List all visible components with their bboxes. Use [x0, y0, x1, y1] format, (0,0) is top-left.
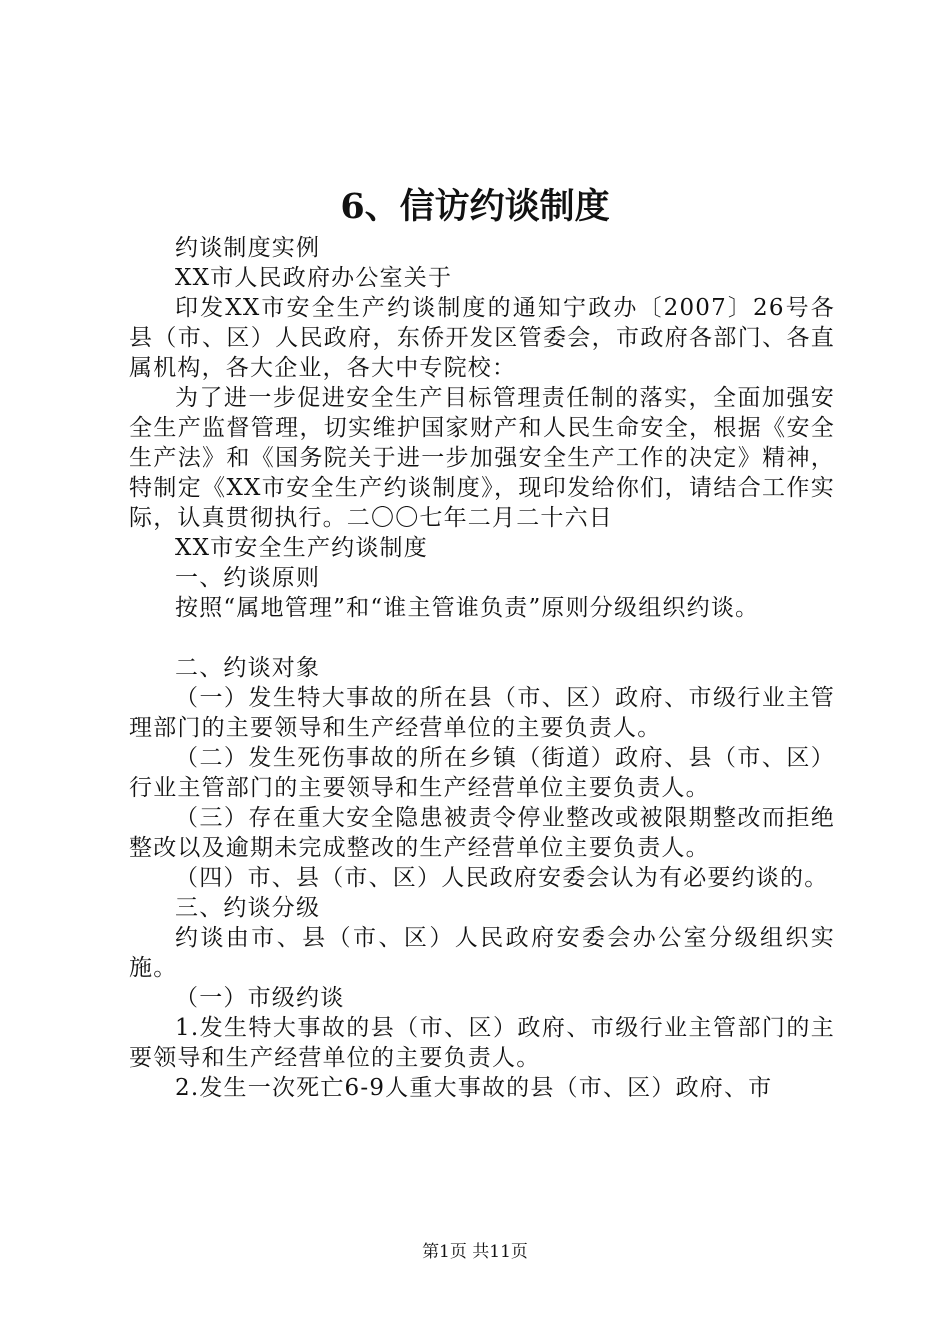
- paragraph-target-2: （二）发生死伤事故的所在乡镇（街道）政府、县（市、区）行业主管部门的主要领导和生产经营单位主要负责人。: [129, 745, 835, 801]
- paragraph-example-heading: 约谈制度实例: [175, 235, 321, 261]
- section-heading-principle: 一、约谈原则: [175, 565, 321, 591]
- paragraph-principle: 按照“属地管理”和“谁主管谁负责”原则分级组织约谈。: [175, 595, 760, 621]
- paragraph-city-item-1: 1.发生特大事故的县（市、区）政府、市级行业主管部门的主要领导和生产经营单位的主要负责人。: [129, 1015, 835, 1071]
- paragraph-system-title: XX市安全生产约谈制度: [175, 535, 428, 561]
- document-title: 6、信访约谈制度: [340, 186, 610, 227]
- paragraph-target-3: （三）存在重大安全隐患被责令停业整改或被限期整改而拒绝整改以及逾期未完成整改的生产经营单位主要负责人。: [129, 805, 835, 861]
- paragraph-notice-recipients: 印发XX市安全生产约谈制度的通知宁政办〔2007〕26号各县（市、区）人民政府，东侨开发区管委会，市政府各部门、各直属机构，各大企业，各大中专院校：: [129, 295, 835, 381]
- section-heading-levels: 三、约谈分级: [175, 895, 321, 921]
- paragraph-levels: 约谈由市、县（市、区）人民政府安委会办公室分级组织实施。: [129, 925, 835, 981]
- paragraph-target-4: （四）市、县（市、区）人民政府安委会认为有必要约谈的。: [175, 865, 829, 891]
- paragraph-target-1: （一）发生特大事故的所在县（市、区）政府、市级行业主管理部门的主要领导和生产经营单位的主要负责人。: [129, 685, 835, 741]
- paragraph-city-item-2: 2.发生一次死亡6-9人重大事故的县（市、区）政府、市: [175, 1075, 773, 1101]
- paragraph-office-heading: XX市人民政府办公室关于: [175, 265, 453, 291]
- section-heading-targets: 二、约谈对象: [175, 655, 321, 681]
- subsection-heading-city-level: （一）市级约谈: [175, 985, 345, 1011]
- document-body: [129, 233, 835, 1103]
- page-footer: 第1页 共11页: [422, 1242, 528, 1262]
- paragraph-notice-body: 为了进一步促进安全生产目标管理责任制的落实，全面加强安全生产监督管理，切实维护国家财产和人民生命安全，根据《安全生产法》和《国务院关于进一步加强安全生产工作的决定》精神，特制定《XX市安全生产约谈制度》，现印发给你们，请结合工作实际，认真贯彻执行。二〇〇七年二月二十六日: [129, 385, 835, 531]
